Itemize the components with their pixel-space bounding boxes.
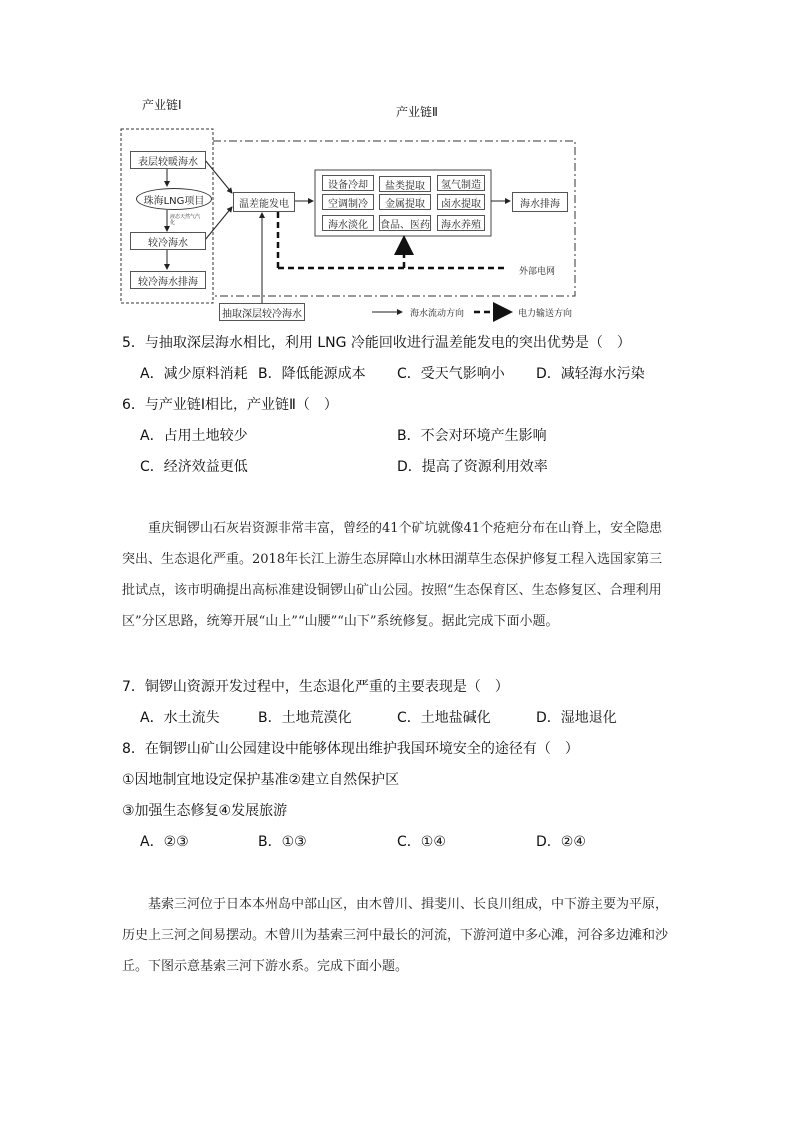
question-8-stem: 8．在铜锣山矿山公园建设中能够体现出维护我国环境安全的途径有（ ） (122, 741, 579, 757)
question-6-option-d: D．提高了资源利用效率 (397, 459, 548, 475)
passage-kiso-three-rivers: 基索三河位于日本本州岛中部山区，由木曾川、揖斐川、长良川组成，中下游主要为平原，历史上三河之间易摆动。木曾川为基索三河中最长的河流，下游河道中多心滩，河谷多边滩和沙丘。下图示意基索三河下游水系。完成下面小题。 (122, 897, 669, 974)
industry-cell: 海水淡化 (322, 215, 374, 231)
cold-water-box: 较冷海水 (130, 232, 206, 250)
chain2-label: 产业链Ⅱ (396, 105, 438, 119)
question-5-option-d: D．减轻海水污染 (536, 366, 645, 382)
question-5-option-b: B．降低能源成本 (258, 366, 366, 382)
industry-cell: 氢气制造 (437, 175, 485, 191)
chain1-label: 产业链Ⅰ (142, 98, 182, 112)
passage-tongluo-mountain: 重庆铜锣山石灰岩资源非常丰富，曾经的41个矿坑就像41个疮疤分布在山脊上，安全隐患突出、生态退化严重。2018年长江上游生态屏障山水林田湖草生态保护修复工程入选国家第三批试点，该市明确提出高标准建设铜锣山矿山公园。按照“生态保育区、生态修复区、合理利用区”分区思路，统筹开展“山上”“山腰”“山下”系统修复。据此完成下面小题。 (122, 521, 663, 629)
deep-cold-water-box: 抽取深层较冷海水 (219, 303, 305, 321)
external-grid-label: 外部电网 (519, 267, 556, 277)
industry-cell: 金属提取 (379, 194, 431, 210)
diagram-lines (0, 0, 794, 330)
question-7-option-d: D．湿地退化 (536, 710, 617, 726)
question-7-option-b: B．土地荒漠化 (258, 710, 352, 726)
industry-cell: 空调制冷 (322, 194, 374, 210)
question-6-option-c: C．经济效益更低 (140, 459, 248, 475)
question-6-option-a: A．占用土地较少 (140, 428, 248, 444)
surface-warm-water-box: 表层较暖海水 (130, 151, 206, 169)
industry-chain-diagram (0, 0, 794, 330)
question-5-option-c: C．受天气影响小 (397, 366, 505, 382)
question-8-statement-line-1: ①因地制宜地设定保护基准②建立自然保护区 (122, 772, 400, 788)
question-8-option-c: C．①④ (397, 834, 446, 850)
industry-cell: 盐类提取 (379, 176, 431, 192)
thermal-power-box: 温差能发电 (233, 192, 295, 212)
question-8-statement-line-2: ③加强生态修复④发展旅游 (122, 803, 288, 819)
legend-power-label: 电力输送方向 (518, 309, 573, 319)
seawater-discharge-box: 海水排海 (512, 192, 568, 212)
industry-cell: 设备冷却 (322, 175, 374, 191)
question-8-option-a: A．②③ (140, 834, 189, 850)
industry-cell: 食品、医药 (379, 215, 431, 231)
question-8-option-d: D．②④ (536, 834, 586, 850)
question-5-stem: 5．与抽取深层海水相比，利用 LNG 冷能回收进行温差能发电的突出优势是（ ） (122, 335, 631, 351)
question-7-stem: 7．铜锣山资源开发过程中，生态退化严重的主要表现是（ ） (122, 679, 509, 695)
question-5-option-a: A．减少原料消耗 (140, 366, 248, 382)
question-8-option-b: B．①③ (258, 834, 307, 850)
question-7-option-c: C．土地盐碱化 (397, 710, 491, 726)
gasify-note: 液态天然气汽化 (170, 214, 201, 226)
lng-project-box: 珠海LNG项目 (136, 188, 212, 210)
industry-cell: 海水养殖 (437, 215, 485, 231)
legend-flow-label: 海水流动方向 (410, 309, 465, 319)
question-7-option-a: A．水土流失 (140, 710, 220, 726)
cold-water-discharge-box: 较冷海水排海 (130, 271, 206, 289)
question-6-stem: 6．与产业链Ⅰ相比，产业链Ⅱ（ ） (122, 397, 338, 413)
question-6-option-b: B．不会对环境产生影响 (397, 428, 547, 444)
industry-cell: 卤水提取 (437, 194, 485, 210)
